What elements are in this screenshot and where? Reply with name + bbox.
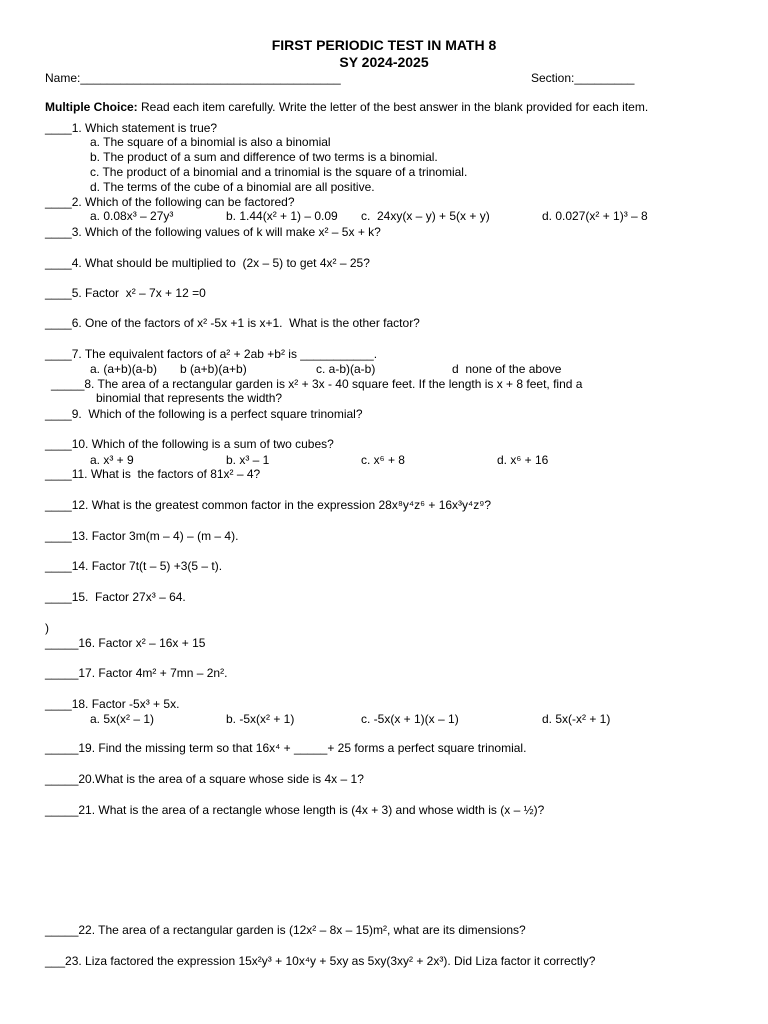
q2-choice-b: b. 1.44(x² + 1) – 0.09 xyxy=(226,209,338,223)
q7-choice-d: d none of the above xyxy=(452,362,562,376)
question-20: _____20.What is the area of a square whose side is 4x – 1? xyxy=(45,772,364,786)
test-title: FIRST PERIODIC TEST IN MATH 8 xyxy=(271,37,497,53)
name-field[interactable]: Name:_______________________________________ xyxy=(45,71,341,85)
q2-choice-c: c. 24xy(x – y) + 5(x + y) xyxy=(361,209,490,223)
stray-mark: ) xyxy=(45,621,49,635)
question-1: ____1. Which statement is true? xyxy=(45,121,218,135)
instructions xyxy=(45,100,648,114)
question-16: _____16. Factor x² – 16x + 15 xyxy=(45,636,206,650)
q10-choice-a: a. x³ + 9 xyxy=(90,453,134,467)
question-14: ____14. Factor 7t(t – 5) +3(5 – t). xyxy=(45,559,223,573)
q1-choice-b: b. The product of a sum and difference of two terms is a binomial. xyxy=(90,150,438,164)
question-3: ____3. Which of the following values of k will make x² – 5x + k? xyxy=(45,225,381,239)
q18-choice-a: a. 5x(x² – 1) xyxy=(90,712,155,726)
q2-choice-a: a. 0.08x³ – 27y³ xyxy=(90,209,174,223)
q18-choice-b: b. -5x(x² + 1) xyxy=(226,712,295,726)
q1-choice-d: d. The terms of the cube of a binomial are all positive. xyxy=(90,180,375,194)
q1-choice-a: a. The square of a binomial is also a binomial xyxy=(90,135,331,149)
question-12: ____12. What is the greatest common factor in the expression 28x⁸y⁴z⁶ + 16x³y⁴z⁹? xyxy=(45,498,492,512)
question-22: _____22. The area of a rectangular garden is (12x² – 8x – 15)m², what are its dimensions? xyxy=(45,923,526,937)
question-9: ____9. Which of the following is a perfect square trinomial? xyxy=(45,407,363,421)
q1-choice-c: c. The product of a binomial and a trinomial is the square of a trinomial. xyxy=(90,165,468,179)
question-4: ____4. What should be multiplied to (2x – 5) to get 4x² – 25? xyxy=(45,256,370,270)
q7-choice-b: b (a+b)(a+b) xyxy=(180,362,247,376)
q2-choice-d: d. 0.027(x² + 1)³ – 8 xyxy=(542,209,648,223)
q18-choice-c: c. -5x(x + 1)(x – 1) xyxy=(361,712,459,726)
question-7: ____7. The equivalent factors of a² + 2ab +b² is ___________. xyxy=(45,347,378,361)
instructions-label: Multiple Choice: xyxy=(45,100,138,114)
question-19: _____19. Find the missing term so that 16x⁴ + _____+ 25 forms a perfect square trinomial. xyxy=(45,741,527,755)
section-field[interactable]: Section:_________ xyxy=(531,71,635,85)
question-23: ___23. Liza factored the expression 15x²y³ + 10x⁴y + 5xy as 5xy(3xy² + 2x³). Did Liza factor it correctly? xyxy=(45,954,596,968)
question-21: _____21. What is the area of a rectangle whose length is (4x + 3) and whose width is (x – ½)? xyxy=(45,803,545,817)
question-15: ____15. Factor 27x³ – 64. xyxy=(45,590,186,604)
q18-choice-d: d. 5x(-x² + 1) xyxy=(542,712,611,726)
question-17: _____17. Factor 4m² + 7mn – 2n². xyxy=(45,666,228,680)
question-8-continued: binomial that represents the width? xyxy=(96,391,283,405)
q7-choice-a: a. (a+b)(a-b) xyxy=(90,362,158,376)
question-11: ____11. What is the factors of 81x² – 4? xyxy=(45,467,261,481)
school-year: SY 2024-2025 xyxy=(339,54,429,70)
question-6: ____6. One of the factors of x² -5x +1 is x+1. What is the other factor? xyxy=(45,316,420,330)
question-8: _____8. The area of a rectangular garden is x² + 3x - 40 square feet. If the length is x + 8 feet, find a xyxy=(51,377,583,391)
question-2: ____2. Which of the following can be factored? xyxy=(45,195,295,209)
q10-choice-d: d. x⁶ + 16 xyxy=(497,453,549,467)
question-10: ____10. Which of the following is a sum of two cubes? xyxy=(45,437,334,451)
q10-choice-c: c. x⁶ + 8 xyxy=(361,453,405,467)
question-5: ____5. Factor x² – 7x + 12 =0 xyxy=(45,286,206,300)
q10-choice-b: b. x³ – 1 xyxy=(226,453,270,467)
question-18: ____18. Factor -5x³ + 5x. xyxy=(45,697,180,711)
question-13: ____13. Factor 3m(m – 4) – (m – 4). xyxy=(45,529,239,543)
instructions-text: Read each item carefully. Write the letter of the best answer in the blank provided for each item. xyxy=(137,100,649,114)
q7-choice-c: c. a-b)(a-b) xyxy=(316,362,376,376)
